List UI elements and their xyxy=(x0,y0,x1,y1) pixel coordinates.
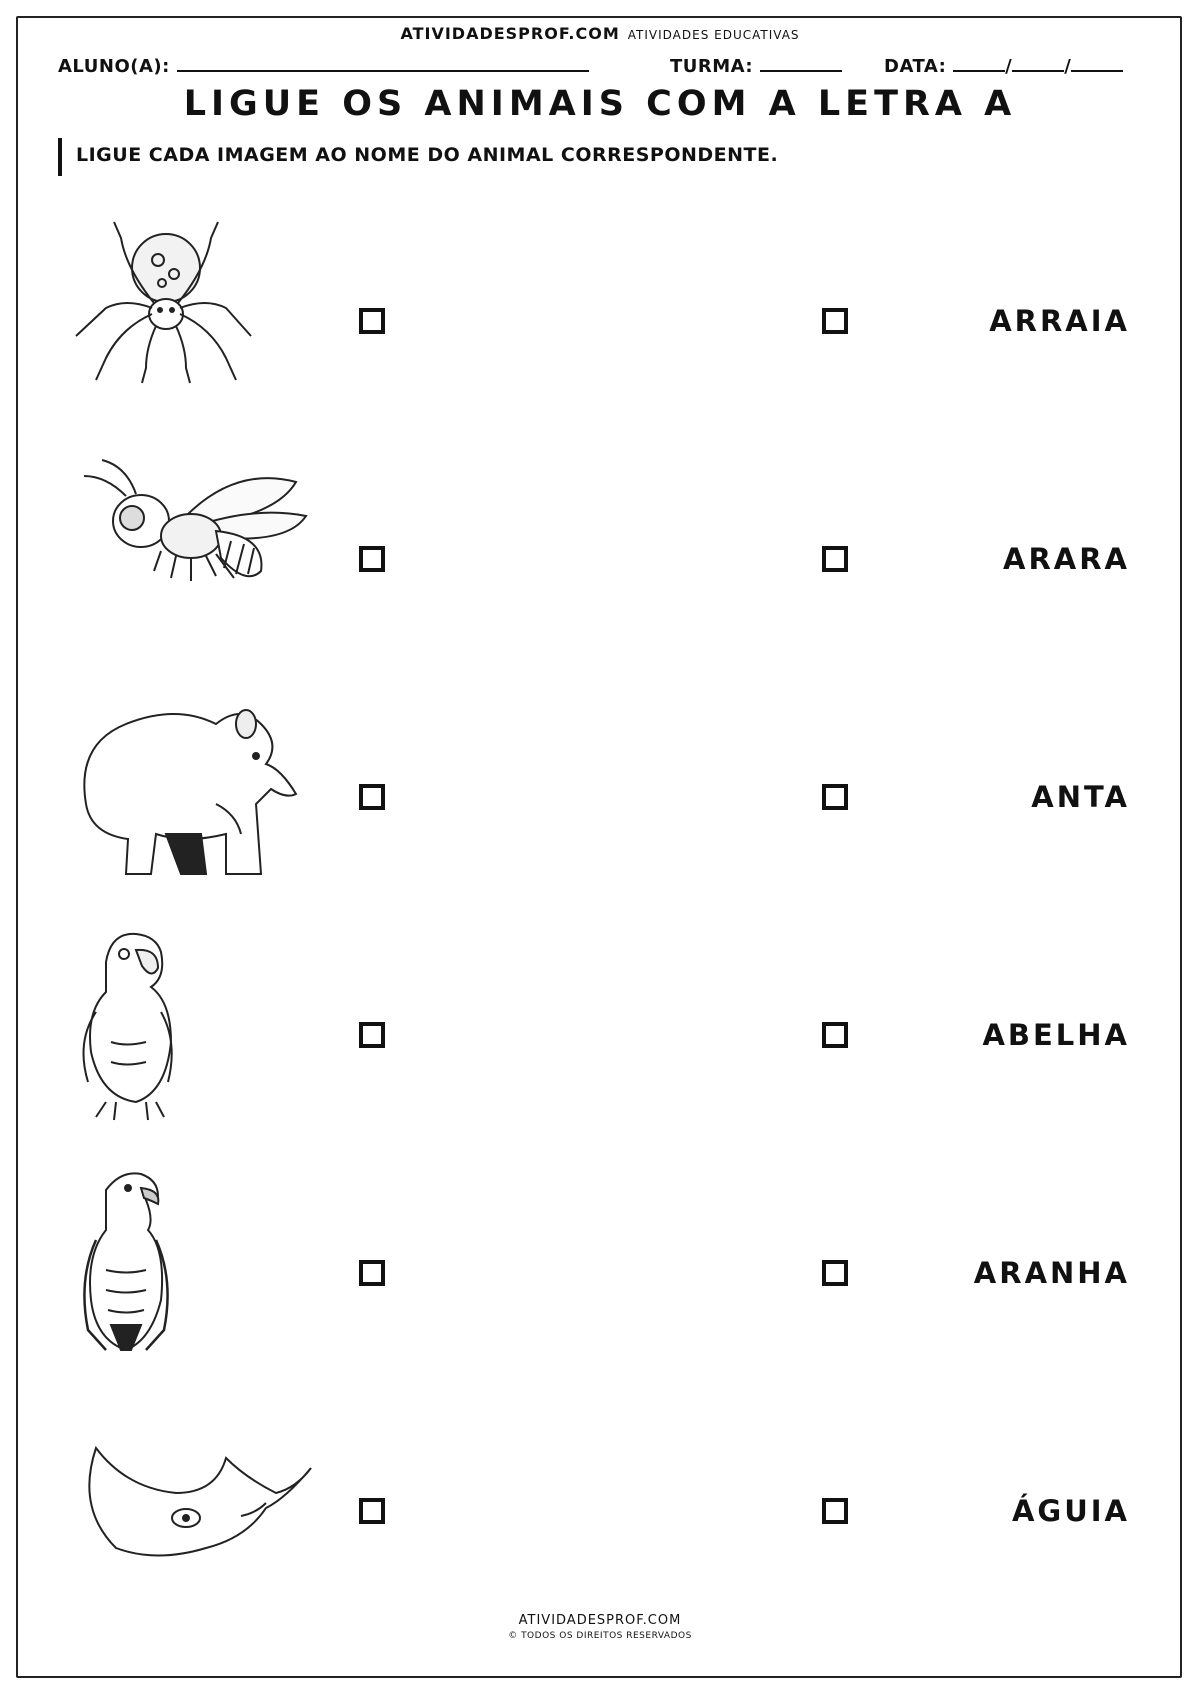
footer-site: ATIVIDADESPROF.COM xyxy=(518,1613,682,1628)
footer-copyright: © TODOS OS DIREITOS RESERVADOS xyxy=(508,1631,692,1641)
date-label: DATA: xyxy=(884,56,947,77)
tapir-icon xyxy=(66,684,316,894)
animal-word: ARARA xyxy=(1003,542,1130,576)
date-separator: / xyxy=(1064,56,1072,77)
match-row xyxy=(0,922,1200,1160)
image-checkbox[interactable] xyxy=(359,1022,385,1048)
eagle-icon xyxy=(66,1160,316,1370)
match-row xyxy=(0,1160,1200,1398)
date-day-line[interactable] xyxy=(953,52,1005,72)
macaw-icon xyxy=(66,922,316,1132)
word-checkbox[interactable] xyxy=(822,784,848,810)
image-checkbox[interactable] xyxy=(359,1498,385,1524)
class-line[interactable] xyxy=(760,52,842,72)
animal-word: ABELHA xyxy=(982,1018,1130,1052)
image-checkbox[interactable] xyxy=(359,308,385,334)
match-row xyxy=(0,446,1200,684)
word-checkbox[interactable] xyxy=(822,308,848,334)
animal-word: ÁGUIA xyxy=(1011,1494,1130,1528)
spider-icon xyxy=(66,208,316,418)
date-separator: / xyxy=(1005,56,1013,77)
match-row xyxy=(0,684,1200,922)
stingray-icon xyxy=(66,1398,316,1608)
student-name-field[interactable] xyxy=(58,52,589,77)
image-checkbox[interactable] xyxy=(359,784,385,810)
word-checkbox[interactable] xyxy=(822,1022,848,1048)
word-checkbox[interactable] xyxy=(822,546,848,572)
student-fields xyxy=(58,52,1142,76)
site-header xyxy=(0,24,1200,43)
animal-word: ARANHA xyxy=(973,1256,1130,1290)
match-row xyxy=(0,208,1200,446)
instruction-text: LIGUE CADA IMAGEM AO NOME DO ANIMAL CORRESPONDENTE. xyxy=(76,144,779,166)
footer xyxy=(0,1613,1200,1641)
image-checkbox[interactable] xyxy=(359,546,385,572)
date-month-line[interactable] xyxy=(1012,52,1064,72)
site-name: ATIVIDADESPROF.COM xyxy=(400,24,620,43)
animal-word: ARRAIA xyxy=(989,304,1130,338)
student-label: ALUNO(A): xyxy=(58,56,170,77)
bee-icon xyxy=(66,446,316,656)
image-checkbox[interactable] xyxy=(359,1260,385,1286)
word-checkbox[interactable] xyxy=(822,1260,848,1286)
word-checkbox[interactable] xyxy=(822,1498,848,1524)
instruction-bar xyxy=(58,138,62,176)
student-name-line[interactable] xyxy=(177,52,589,72)
animal-word: ANTA xyxy=(1031,780,1130,814)
match-row xyxy=(0,1398,1200,1636)
class-field[interactable] xyxy=(670,52,842,77)
worksheet-title: LIGUE OS ANIMAIS COM A LETRA A xyxy=(183,84,1017,124)
class-label: TURMA: xyxy=(670,56,754,77)
site-tagline: ATIVIDADES EDUCATIVAS xyxy=(627,28,800,42)
date-field[interactable] xyxy=(884,52,1123,77)
date-year-line[interactable] xyxy=(1071,52,1123,72)
